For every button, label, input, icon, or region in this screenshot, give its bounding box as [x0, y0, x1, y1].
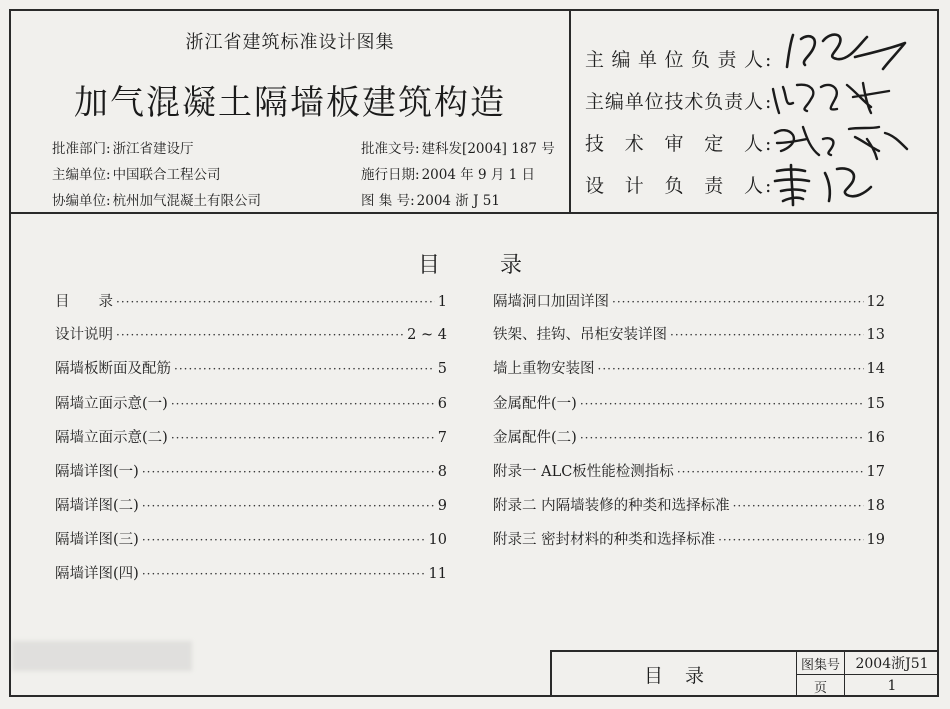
toc-entry-page: 8: [437, 464, 447, 480]
info-value: 中国联合工程公司: [112, 167, 221, 183]
toc-entry-title: 铁架、挂钩、吊柜安装详图: [493, 327, 667, 343]
info-value: 杭州加气混凝土有限公司: [112, 193, 262, 209]
toc-entry-page: 15: [866, 396, 885, 412]
info-co-editor-unit: [52, 189, 261, 209]
info-label: 图 集 号:: [361, 193, 415, 209]
toc-entry-title: 隔墙洞口加固详图: [493, 294, 609, 310]
toc-entry-page: 12: [866, 294, 885, 310]
info-atlas-no: [361, 189, 500, 209]
signature-design-chief: [771, 161, 881, 209]
role-technical-chief: 主编单位技术负责人 :: [585, 87, 771, 114]
toc-entry-title: 隔墙详图(一): [55, 464, 139, 480]
toc-leader-dots: [142, 499, 435, 513]
toc-leader-dots: [733, 499, 864, 513]
info-value: 浙江省建设厅: [112, 141, 194, 157]
info-label: 批准部门:: [52, 141, 111, 157]
info-label: 协编单位:: [52, 193, 111, 209]
toc-entry-title: 隔墙详图(二): [55, 498, 139, 514]
toc-entry-page: 10: [428, 532, 447, 548]
toc-leader-dots: [171, 397, 435, 411]
toc-entry-page: 14: [866, 361, 885, 377]
title-block-page-label: 页: [797, 675, 845, 697]
toc-entry[interactable]: [493, 323, 885, 345]
toc-entry-page: 16: [866, 430, 885, 446]
header-signature-panel: [571, 9, 937, 212]
toc-entry-page: 19: [866, 532, 885, 548]
role-technical-reviewer: 技术审定人 :: [585, 129, 771, 156]
toc-entry[interactable]: [55, 290, 447, 312]
toc-leader-dots: [580, 397, 864, 411]
toc-leader-dots: [116, 295, 435, 309]
toc-leader-dots: [142, 465, 435, 479]
info-value: 2004 浙 J 51: [416, 193, 500, 209]
info-label: 批准文号:: [361, 141, 420, 157]
toc-entry[interactable]: [55, 494, 447, 516]
toc-leader-dots: [677, 465, 864, 479]
title-block: [550, 650, 939, 697]
toc-entry-page: 2 ~ 4: [407, 327, 447, 343]
toc-leader-dots: [670, 328, 864, 342]
info-approval-no: [361, 137, 555, 157]
header: [9, 9, 939, 214]
info-value: 2004 年 9 月 1 日: [421, 167, 536, 183]
toc-entry-title: 隔墙板断面及配筋: [55, 361, 171, 377]
title-block-page-value: 1: [887, 678, 897, 694]
info-effective-date: [361, 163, 535, 183]
role-label: 技术审定人: [585, 133, 763, 155]
role-chief-editor: 主编单位负责人 :: [585, 45, 771, 72]
role-label: 设计负责人: [585, 175, 763, 197]
toc-entry-page: 13: [866, 327, 885, 343]
toc-leader-dots: [718, 533, 863, 547]
info-label: 施行日期:: [361, 167, 420, 183]
title-block-atlas-value: 2004浙J51: [845, 652, 939, 675]
toc-entry-title: 附录二 内隔墙装修的种类和选择标准: [493, 498, 730, 514]
toc-entry[interactable]: [493, 357, 885, 379]
toc-entry-page: 11: [428, 566, 447, 582]
toc-leader-dots: [174, 362, 435, 376]
signature-technical-chief: [767, 77, 897, 117]
toc-entry[interactable]: [493, 392, 885, 414]
atlas-title: 加气混凝土隔墙板建筑构造: [74, 83, 506, 123]
toc-entry[interactable]: [55, 392, 447, 414]
toc-entry-page: 9: [437, 498, 447, 514]
toc-entry-title: 附录一 ALC板性能检测指标: [493, 464, 674, 480]
toc-entry[interactable]: [493, 290, 885, 312]
toc-entry-title: 设计说明: [55, 327, 113, 343]
toc-entry-title: 金属配件(二): [493, 430, 577, 446]
toc-entry-title: 隔墙立面示意(二): [55, 430, 168, 446]
toc-entry[interactable]: [493, 426, 885, 448]
toc-leader-dots: [598, 362, 864, 376]
role-design-chief: 设计负责人 :: [585, 171, 771, 198]
toc-leader-dots: [612, 295, 864, 309]
toc-entry-page: 18: [866, 498, 885, 514]
title-block-name: 目录: [552, 652, 797, 697]
toc-entry-title: 附录三 密封材料的种类和选择标准: [493, 532, 716, 548]
signature-chief-editor: [779, 27, 919, 75]
scan-smudge: [12, 641, 192, 671]
toc-entry[interactable]: [493, 494, 885, 516]
toc-entry-title: 金属配件(一): [493, 396, 577, 412]
toc-entry-page: 1: [437, 294, 447, 310]
toc-leader-dots: [116, 328, 404, 342]
toc-entry[interactable]: [493, 460, 885, 482]
toc-entry[interactable]: [55, 426, 447, 448]
toc-leader-dots: [171, 431, 435, 445]
toc-entry-page: 7: [437, 430, 447, 446]
signature-technical-reviewer: [767, 119, 917, 165]
toc-leader-dots: [580, 431, 864, 445]
info-approval-dept: [52, 137, 194, 157]
toc-entry-page: 17: [866, 464, 885, 480]
toc-leader-dots: [142, 567, 426, 581]
toc-entry[interactable]: [55, 323, 447, 345]
toc-entry-title: 隔墙立面示意(一): [55, 396, 168, 412]
toc-entry-title: 墙上重物安装图: [493, 361, 595, 377]
toc-entry[interactable]: [55, 460, 447, 482]
info-value: 建科发[2004] 187 号: [421, 141, 555, 157]
toc-entry-title: 目 录: [55, 294, 113, 310]
toc-leader-dots: [142, 533, 426, 547]
toc-entry-title: 隔墙详图(四): [55, 566, 139, 582]
toc-entry[interactable]: [55, 562, 447, 584]
toc-heading-char-2: 录: [500, 253, 523, 278]
header-left-panel: [9, 9, 571, 212]
role-label: 主编单位技术负责人: [585, 91, 763, 113]
role-label: 主编单位负责人: [585, 49, 763, 71]
info-editor-unit: [52, 163, 221, 183]
toc-entry-page: 6: [437, 396, 447, 412]
toc-entry[interactable]: [493, 528, 885, 550]
info-label: 主编单位:: [52, 167, 111, 183]
toc-entry-title: 隔墙详图(三): [55, 532, 139, 548]
title-block-atlas-label: 图集号: [797, 652, 845, 675]
toc-heading-char-1: 目: [418, 253, 441, 278]
toc-entry[interactable]: [55, 357, 447, 379]
toc-entry-page: 5: [437, 361, 447, 377]
toc-entry[interactable]: [55, 528, 447, 550]
series-name: 浙江省建筑标准设计图集: [185, 32, 395, 53]
